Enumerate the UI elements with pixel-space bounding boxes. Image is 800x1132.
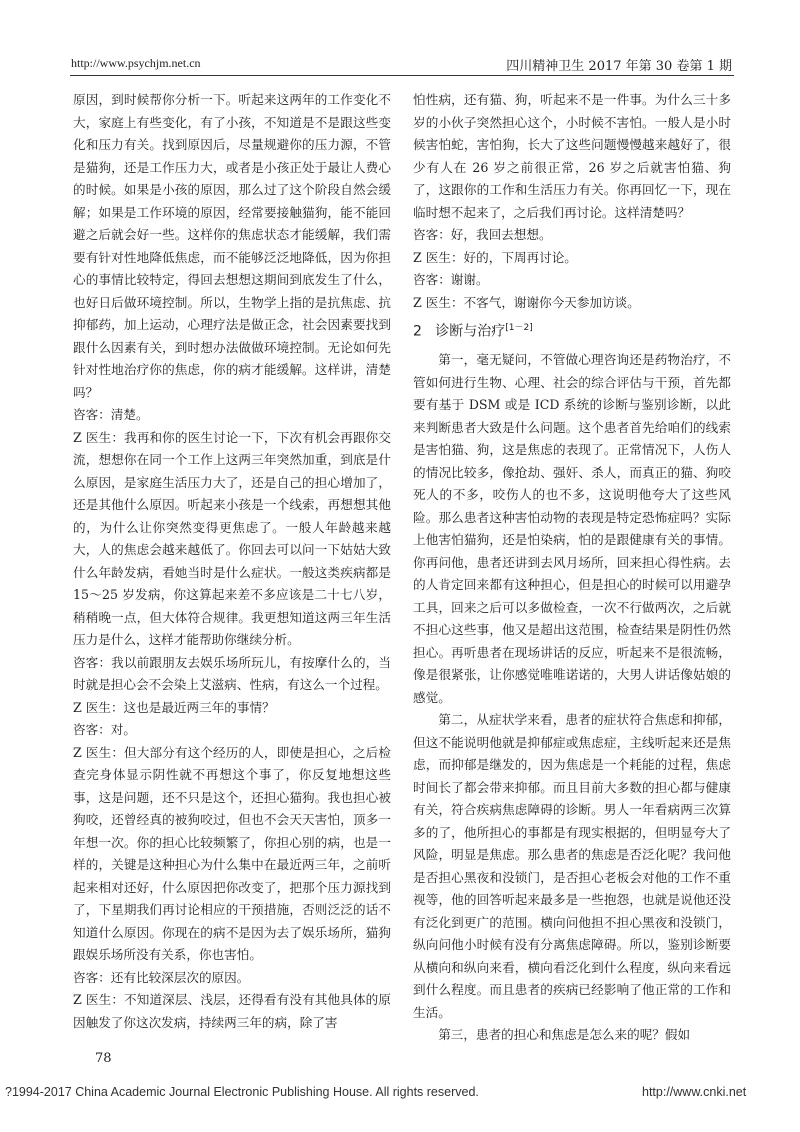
paragraph: 第一，毫无疑问，不管做心理咨询还是药物治疗，不管如何进行生物、心理、社会的综合评估与干预，首先都要有基于 DSM 或是 ICD 系统的诊断与鉴别诊断，以此来判断患者大致是什么问题。这个患者首先给咱们的线索是害怕猫、狗，这是焦虑的表现了。正常情况下，人伤人的情况比较多，像抢劫、强奸、杀人，而真正的猫、狗咬死人的不多，咬伤人的也不多，这说明他夸大了这些风险。那么患者这种害怕动物的表现是特定恐怖症吗？实际上他害怕猫狗，还是怕染病，怕的是跟健康有关的事情。你再问他，患者还讲到去风月场所，回来担心得性病。去的人肯定回来都有这种担心，但是担心的时候可以用避孕工具，回来之后可以多做检查，一次不行做两次，之后就不担心这些事，他又是超出这范围，检查结果是阴性仍然担心。再听患者在现场讲话的反应，听起来不是很流畅，像是很紧张，让你感觉唯唯诺诺的，大男人讲话像姑娘的感觉。 [413,352,731,705]
paragraph: 第二，从症状学来看，患者的症状符合焦虑和抑郁，但这不能说明他就是抑郁症或焦虑症，主线听起来还是焦虑，而抑郁是继发的，因为焦虑是一个耗能的过程，焦虑时间长了都会带来抑郁。而且目前大多数的担心都与健康有关，符合疾病焦虑障碍的诊断。男人一年看病两三次算多的了，他所担心的事都是有现实根据的，但明显夸大了风险，明显是焦虑。那么患者的焦虑是否泛化呢？我问他是否担心黑夜和没锁门，是否担心老板会对他的工作不重视等，他的回答听起来最多是一些抱怨，也就是说他还没有泛化到更广的范围。横向问他担不担心黑夜和没锁门，纵向问他小时候有没有分离焦虑障碍。所以，鉴别诊断要从横向和纵向来看，横向看泛化到什么程度，纵向来看远到什么程度。而且患者的疾病已经影响了他正常的工作和生活。 [413,712,731,1020]
paragraph: 咨客：我以前跟朋友去娱乐场所玩儿，有按摩什么的，当时就是担心会不会染上艾滋病、性病，有这么一个过程。 [73,654,391,692]
header-url: http://www.psychjm.net.cn [71,56,201,70]
section-heading [413,317,731,343]
paragraph: 咨客：对。 [73,722,136,737]
paragraph: 咨客：谢谢。 [413,272,489,287]
paragraph: Z 医生：好的，下周再讨论。 [413,249,577,265]
paragraph: Z 医生：不客气，谢谢你今天参加访谈。 [413,294,640,310]
header-rule [70,75,734,76]
paragraph: 怕性病，还有猫、狗，听起来不是一件事。为什么三十多岁的小伙子突然担心这个，小时候不害怕。一般人是小时候害怕蛇，害怕狗，长大了这些问题慢慢越来越好了，很少有人在 26 岁之前很正常，26 岁之后就害怕猫、狗了，这跟你的工作和生活压力有关。你再回忆一下，现在临时想不起来了，之后我们再讨论。这样清楚吗？ [413,92,731,220]
footer-copyright: ?1994-2017 China Academic Journal Electronic Publishing House. All rights reserved. [5,1085,479,1099]
section-title: 诊断与治疗 [435,323,506,340]
journal-title: 四川精神卫生 2017 年第 30 卷第 1 期 [506,59,732,74]
footer-url: http://www.cnki.net [642,1085,747,1099]
paragraph: 原因，到时候帮你分析一下。听起来这两年的工作变化不大，家庭上有些变化，有了小孩，不知道是不是跟这些变化和压力有关。找到原因后，尽量规避你的压力源，不管是猫狗，还是工作压力大，或者是小孩正处于最让人费心的时候。如果是小孩的原因，那么过了这个阶段自然会缓解；如果是工作环境的原因，经常要接触猫狗，能不能回避之后就会好一些。这样你的焦虑状态才能缓解，我们需要有针对性地降低焦虑，而不能够泛泛地降低，因为你担心的事情比较特定，得回去想想这期间到底发生了什么，也好日后做环境控制。所以，生物学上指的是抗焦虑、抗抑郁药，加上运动，心理疗法是做正念，社会因素要找到跟什么因素有关，到时想办法做做环境控制。无论如何先针对性地治疗你的焦虑，你的病才能缓解。这样讲，清楚吗？ [73,92,391,400]
right-column [413,89,731,1047]
paragraph: 第三，患者的担心和焦虑是怎么来的呢？假如 [438,1027,691,1043]
paragraph: 咨客：还有比较深层次的原因。 [73,969,250,985]
left-column [73,89,391,1034]
paragraph: Z 医生：但大部分有这个经历的人，即使是担心，之后检查完身体显示阴性就不再想这个事了，你反复地想这些事，这是问题，还不只是这个，还担心猫狗。我也担心被狗咬，还曾经真的被狗咬过，但也不会天天害怕，顶多一年想一次。你的担心比较频繁了，你担心别的病，也是一样的，关键是这种担心为什么集中在最近两三年，之前听起来相对还好，什么原因把你改变了，把那个压力源找到了，下星期我们再讨论相应的干预措施，否则泛泛的话不知道什么原因。你现在的病不是因为去了娱乐场所，猫狗跟娱乐场所没有关系，你也害怕。 [73,744,391,962]
section-number: 2 [413,323,422,340]
paragraph: Z 医生：我再和你的医生讨论一下，下次有机会再跟你交流，想想你在同一个工作上这两三年突然加重，到底是什么原因，是家庭生活压力大了，还是自己的担心增加了，还是其他什么原因。听起来小孩是一个线索，再想想其他的，为什么让你突然变得更焦虑了。一般人年龄越来越大，人的焦虑会越来越低了。你回去可以问一下姑姑大致什么年龄发病，看她当时是什么症状。一般这类疾病都是 15～25 岁发病，你这算起来差不多应该是二十七八岁，稍稍晚一点，但大体符合规律。我更想知道这两三年生活压力是什么，这样才能帮助你继续分析。 [73,429,391,647]
section-reference: [1－2] [505,323,533,333]
paragraph: 咨客：好，我回去想想。 [413,227,552,242]
footer [0,1085,800,1099]
page-number: 78 [95,1051,112,1066]
paragraph: Z 医生：不知道深层、浅层，还得看有没有其他具体的原因触发了你这次发病，持续两三年的病，除了害 [73,992,391,1030]
paragraph: 咨客：清楚。 [73,407,149,422]
paragraph: Z 医生：这也是最近两三年的事情？ [73,699,275,715]
